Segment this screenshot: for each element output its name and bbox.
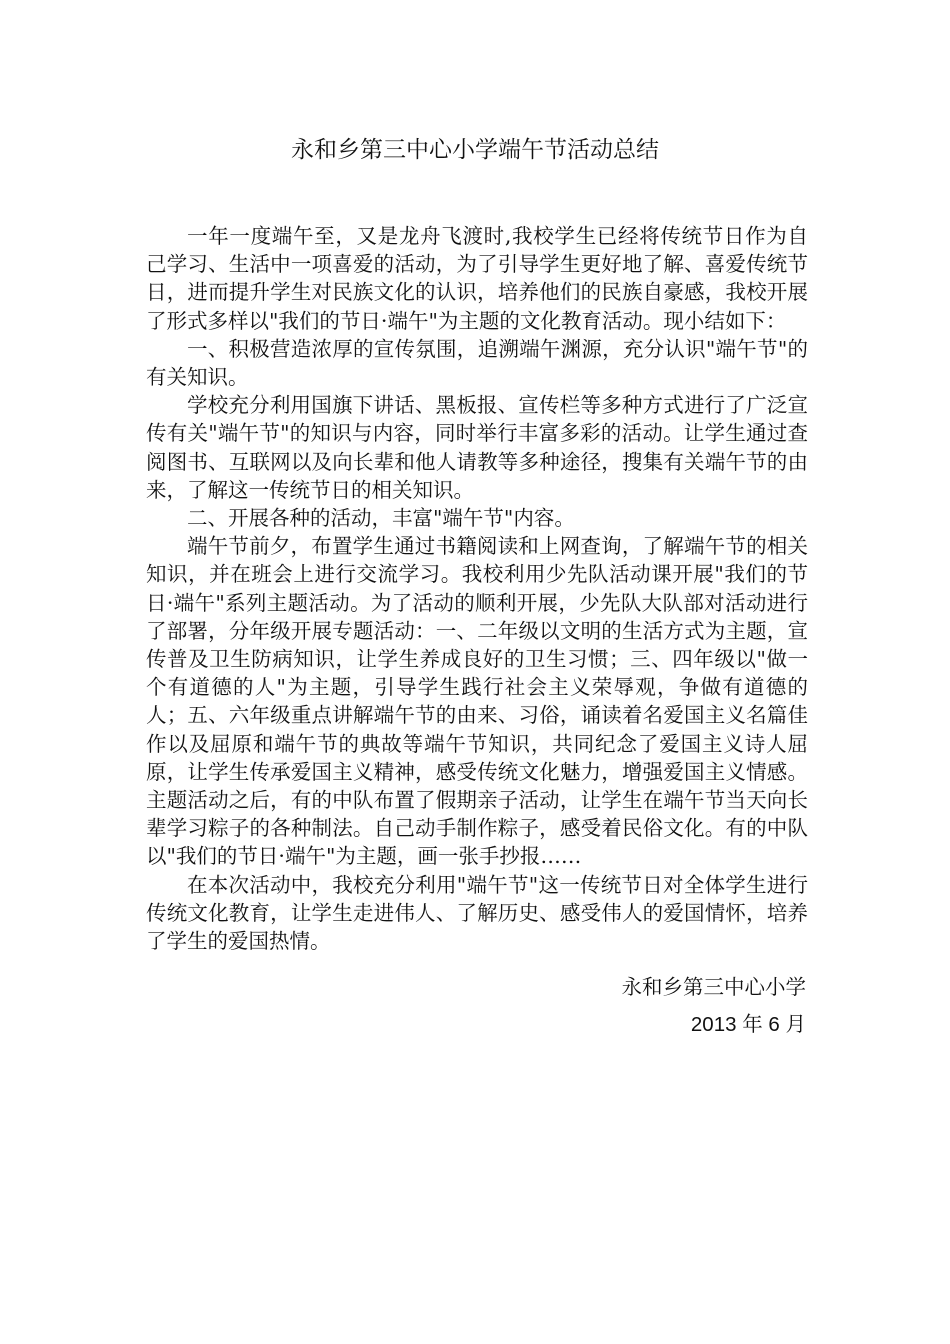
signature-date: 2013 年 6 月	[690, 1013, 806, 1036]
paragraph-heading-1: 一、积极营造浓厚的宣传氛围，追溯端午渊源，充分认识"端午节"的有关知识。	[146, 336, 808, 390]
document-body	[146, 222, 808, 955]
paragraph-intro: 一年一度端午至，又是龙舟飞渡时,我校学生已经将传统节日作为自己学习、生活中一项喜爱的活动，为了引导学生更好地了解、喜爱传统节日，进而提升学生对民族文化的认识，培养他们的民族自豪感，我校开展了形式多样以"我们的节日·端午"为主题的文化教育活动。现小结如下：	[146, 224, 808, 333]
signature-school: 永和乡第三中心小学	[621, 975, 806, 999]
paragraph-publicity: 学校充分利用国旗下讲话、黑板报、宣传栏等多种方式进行了广泛宣传有关"端午节"的知识与内容，同时举行丰富多彩的活动。让学生通过查阅图书、互联网以及向长辈和他人请教等多种途径，搜集有关端午节的由来，了解这一传统节日的相关知识。	[146, 393, 808, 502]
paragraph-activities: 端午节前夕，布置学生通过书籍阅读和上网查询，了解端午节的相关知识，并在班会上进行交流学习。我校利用少先队活动课开展"我们的节日·端午"系列主题活动。为了活动的顺利开展，少先队大队部对活动进行了部署，分年级开展专题活动：一、二年级以文明的生活方式为主题，宣传普及卫生防病知识，让学生养成良好的卫生习惯；三、四年级以"做一个有道德的人"为主题，引导学生践行社会主义荣辱观，争做有道德的人；五、六年级重点讲解端午节的由来、习俗，诵读着名爱国主义名篇佳作以及屈原和端午节的典故等端午节知识，共同纪念了爱国主义诗人屈原，让学生传承爱国主义精神，感受传统文化魅力，增强爱国主义情感。主题活动之后，有的中队布置了假期亲子活动，让学生在端午节当天向长辈学习粽子的各种制法。自己动手制作粽子，感受着民俗文化。有的中队以"我们的节日·端午"为主题，画一张手抄报……	[146, 534, 808, 869]
paragraph-conclusion: 在本次活动中，我校充分利用"端午节"这一传统节日对全体学生进行传统文化教育，让学生走进伟人、了解历史、感受伟人的爱国情怀，培养了学生的爱国热情。	[146, 872, 808, 954]
signature-block	[622, 968, 807, 1044]
document-title: 永和乡第三中心小学端午节活动总结	[291, 137, 659, 163]
paragraph-heading-2: 二、开展各种的活动，丰富"端午节"内容。	[187, 506, 575, 531]
